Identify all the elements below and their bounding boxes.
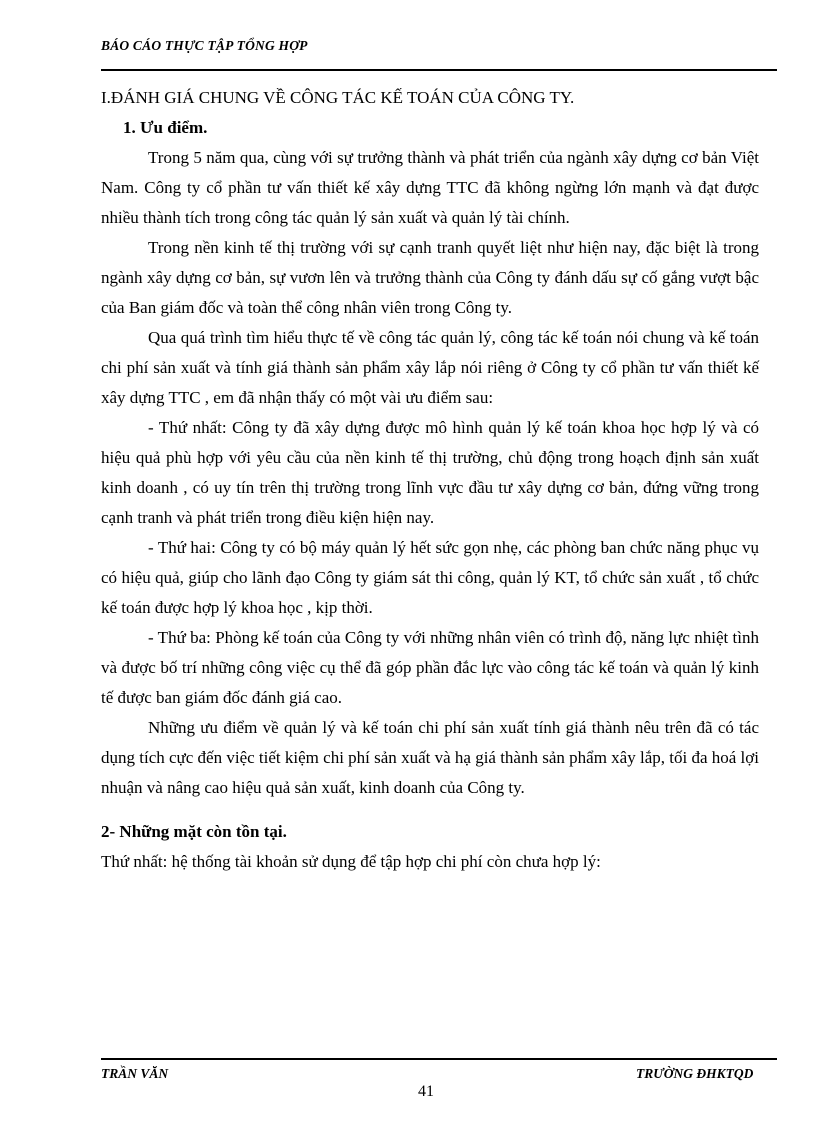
bullet-point: - Thứ ba: Phòng kế toán của Công ty với những nhân viên có trình độ, năng lực nhiệt tình và được bố trí những công việc cụ thể đã góp phần đắc lực vào công tác kế toán và quản lý kinh tế được ban giám đốc đánh giá cao. <box>101 628 759 707</box>
bullet-point: - Thứ nhất: Công ty đã xây dựng được mô hình quản lý kế toán khoa học hợp lý và có hiệu quả phù hợp với yêu cầu của nền kinh tế thị trường, chủ động trong hoạch định sản xuất kinh doanh , có uy tín trên thị trường trong lĩnh vực đầu tư xây dựng cơ bản, đứng vững trong cạnh tranh và phát triển trong điều kiện hiện nay. <box>101 418 759 527</box>
paragraph: Trong nền kinh tế thị trường với sự cạnh tranh quyết liệt như hiện nay, đặc biệt là trong ngành xây dựng cơ bản, sự vươn lên và trưởng thành của Công ty đánh dấu sự cố gắng vượt bậc của Ban giám đốc và toàn thể công nhân viên trong Công ty. <box>101 238 759 317</box>
paragraph: Qua quá trình tìm hiểu thực tế về công tác quản lý, công tác kế toán nói chung và kế toán chi phí sản xuất và tính giá thành sản phẩm xây lắp nói riêng ở Công ty cổ phần tư vấn thiết kế xây dựng TTC , em đã nhận thấy có một vài ưu điểm sau: <box>101 328 759 407</box>
page-body <box>101 83 759 877</box>
subsection-heading: 1. Ưu điểm. <box>123 118 208 137</box>
paragraph: Trong 5 năm qua, cùng với sự trưởng thành và phát triển của ngành xây dựng cơ bản Việt Nam. Công ty cổ phần tư vấn thiết kế xây dựng TTC đã không ngừng lớn mạnh và đạt được nhiều thành tích trong công tác quản lý sản xuất và quản lý tài chính. <box>101 148 759 227</box>
page-number: 41 <box>418 1083 434 1100</box>
footer-school: TRƯỜNG ĐHKTQD <box>636 1066 754 1081</box>
footer-author: TRẦN VĂN <box>101 1066 169 1081</box>
running-header: BÁO CÁO THỰC TẬP TỔNG HỢP <box>101 38 308 53</box>
header-rule <box>101 69 777 71</box>
closing-paragraph: Những ưu điểm về quản lý và kế toán chi phí sản xuất tính giá thành nêu trên đã có tác dụng tích cực đến việc tiết kiệm chi phí sản xuất và hạ giá thành sản phẩm xây lắp, tối đa hoá lợi nhuận và nâng cao hiệu quả sản xuất, kinh doanh của Công ty. <box>101 718 759 797</box>
bullet-point: - Thứ hai: Công ty có bộ máy quản lý hết sức gọn nhẹ, các phòng ban chức năng phục vụ có hiệu quả, giúp cho lãnh đạo Công ty giám sát thi công, quản lý KT, tổ chức sản xuất , tổ chức kế toán được hợp lý khoa học , kịp thời. <box>101 538 759 617</box>
footer-rule <box>101 1058 777 1060</box>
section-heading: I.ĐÁNH GIÁ CHUNG VỀ CÔNG TÁC KẾ TOÁN CỦA CÔNG TY. <box>101 88 575 107</box>
section-2-first-point: Thứ nhất: hệ thống tài khoản sử dụng để tập hợp chi phí còn chưa hợp lý: <box>101 852 601 871</box>
section-2-heading: 2- Những mặt còn tồn tại. <box>101 822 287 841</box>
